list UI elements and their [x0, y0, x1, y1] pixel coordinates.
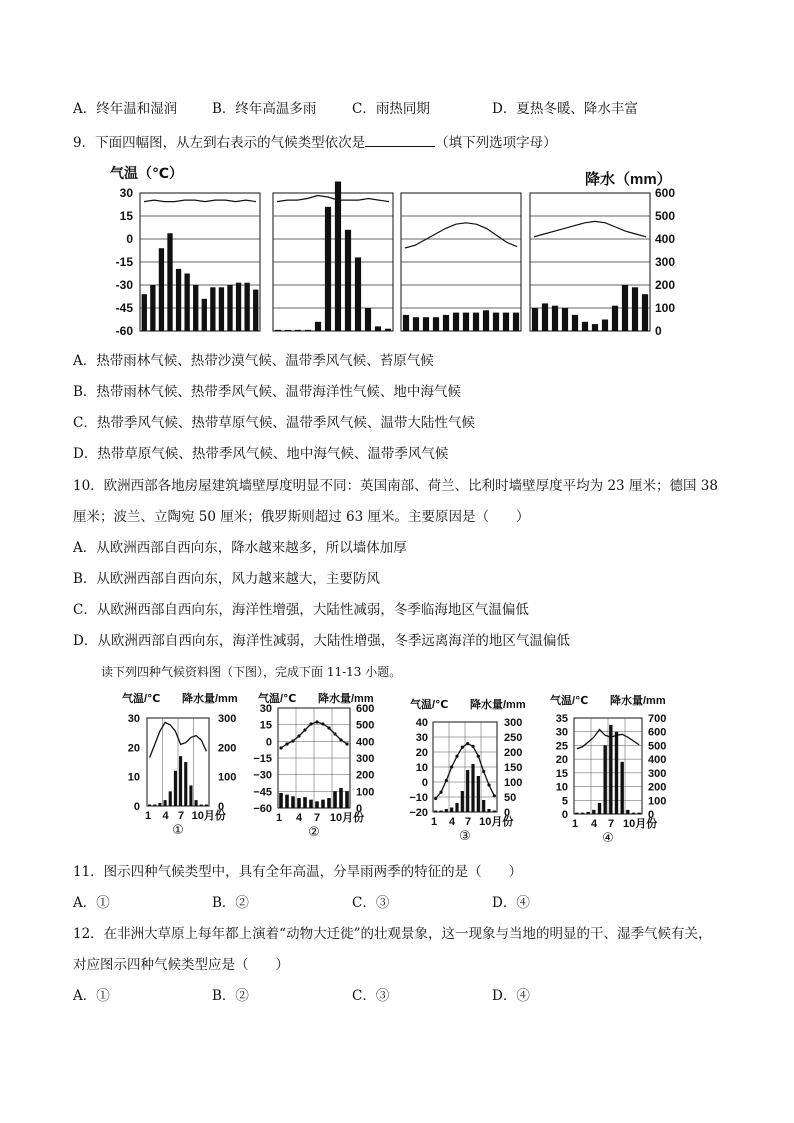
fig2-temp-label: 气温/℃: [410, 699, 449, 711]
fig1-precip-bar: [375, 326, 381, 331]
fig2-precip-tick: 0: [648, 809, 655, 821]
fig2-temp-tick: 5: [561, 795, 568, 808]
fig1-precip-tick: 400: [655, 232, 676, 246]
fig1-precip-bar: [159, 248, 164, 331]
fig2-precip-bar: [179, 756, 182, 806]
fig2-precip-bar: [455, 803, 458, 812]
fig2-precip-bar: [493, 811, 496, 813]
fig1-precip-bar: [167, 233, 172, 331]
fig1-precip-bar: [443, 315, 449, 331]
fig1-precip-bar: [493, 313, 499, 331]
fig2-precip-bar: [586, 812, 589, 814]
fig2-temp-tick: 0: [265, 736, 272, 749]
fig1-precip-bar: [403, 315, 409, 331]
fig1-precip-bar: [365, 308, 371, 331]
fig1-precip-bar: [562, 308, 568, 331]
fig2-temp-label: 气温/℃: [122, 693, 161, 705]
fig2-precip-tick: 400: [648, 754, 667, 767]
fig2-temp-tick: −15: [253, 753, 272, 765]
q9-option-a: A．热带雨林气候、热带沙漠气候、温带季风气候、苔原气候: [73, 353, 434, 369]
fig2-precip-tick: 250: [504, 732, 523, 744]
fig1-precip-tick: 0: [655, 324, 662, 338]
fig1-precip-bar: [582, 322, 588, 331]
fig2-precip-tick: 300: [648, 767, 667, 780]
fig2-temp-label: 气温/℃: [550, 695, 589, 707]
fig1-temp-curve: [144, 200, 256, 202]
fig2-precip-bar: [487, 809, 490, 812]
fig1-precip-bar: [236, 283, 241, 331]
fig1-precip-bar: [176, 269, 181, 331]
q10-stem-line2: 厘米；波兰、立陶宛 50 厘米；俄罗斯则超过 63 厘米。主要原因是（ ）: [73, 509, 530, 525]
q9-stem: [73, 132, 557, 153]
fig1-temp-tick: -30: [115, 278, 133, 292]
fig2-month-tick: 7: [608, 818, 615, 830]
fig2-precip-bar: [471, 764, 474, 812]
fig2-month-tick: 1: [145, 810, 152, 822]
q10-stem-line1: 10．欧洲西部各地房屋建筑墙壁厚度明显不同：英国南部、荷兰、比利时墙壁厚度平均为 23 厘米；德国 38: [73, 478, 718, 494]
q9-option-d: D．热带草原气候、热带季风气候、地中海气候、温带季风气候: [73, 446, 449, 462]
fig2-precip-bar: [598, 803, 601, 814]
fig1-precip-bar: [202, 299, 207, 331]
fig2-month-tick: 4: [591, 818, 598, 830]
fig1-precip-bar: [253, 290, 258, 331]
fig2-temp-label: 气温/℃: [258, 693, 297, 705]
fig2-precip-bar: [200, 805, 203, 806]
fig2-precip-bar: [321, 800, 325, 808]
fig1-precip-bar: [622, 285, 628, 331]
fig2-precip-bar: [603, 745, 606, 814]
fig2-precip-tick: 100: [648, 795, 667, 808]
fig2-month-tick: 7: [465, 816, 472, 828]
fig2-temp-tick: 30: [555, 726, 568, 739]
fig2-precip-bar: [620, 762, 623, 814]
fig2-precip-bar: [626, 810, 629, 814]
fig1-precip-title: 降水（mm）: [585, 171, 672, 188]
fig2-precip-bar: [297, 798, 301, 808]
fig1-precip-bar: [612, 306, 618, 331]
fig2-precip-bar: [303, 797, 307, 808]
fig2-temp-tick: 30: [127, 713, 140, 725]
climate-figure-1: [100, 158, 700, 338]
fig2-precip-bar: [339, 788, 343, 808]
fig1-precip-bar: [385, 329, 391, 331]
fig1-precip-bar: [210, 287, 215, 331]
fig2-precip-tick: 50: [504, 792, 517, 804]
fig1-precip-bar: [503, 313, 509, 331]
q12-option-b: B．②: [212, 988, 249, 1004]
fig2-panel: [409, 697, 526, 843]
fig2-precip-bar: [439, 811, 442, 813]
fig2-month-tick: 10月份: [191, 810, 226, 822]
fig2-temp-tick: 40: [415, 717, 428, 729]
q12-option-c: C．③: [352, 988, 390, 1004]
fig2-panel: [253, 691, 374, 839]
fig1-temp-tick: 30: [119, 186, 133, 200]
fig2-precip-bar: [169, 791, 172, 806]
fig2-precip-tick: 600: [356, 703, 375, 715]
fig2-precip-bar: [205, 805, 208, 806]
q9-stem-text: 9．下面四幅图，从左到右表示的气候类型依次是: [73, 135, 366, 151]
fig1-temp-tick: 0: [126, 232, 133, 246]
q11-stem: 11．图示四种气候类型中，具有全年高温，分旱雨两季的特征的是（ ）: [73, 864, 523, 880]
fig1-precip-bar: [275, 330, 281, 331]
fig2-precip-bar: [461, 791, 464, 812]
q8-option-a: A．终年温和湿润: [73, 101, 178, 117]
fig2-precip-bar: [174, 771, 177, 806]
fig1-precip-bar: [184, 274, 189, 332]
fig2-precip-tick: 200: [218, 742, 237, 755]
fig2-precip-label: 降水量/mm: [318, 693, 374, 705]
fig2-precip-tick: 300: [504, 717, 523, 729]
fig1-temp-tick: -60: [115, 324, 133, 338]
fig2-precip-bar: [184, 762, 187, 806]
fig2-precip-bar: [195, 800, 198, 806]
fig1-precip-bar: [305, 330, 311, 331]
fig2-precip-tick: 300: [218, 713, 237, 725]
q9-option-b: B．热带雨林气候、热带季风气候、温带海洋性气候、地中海气候: [73, 384, 461, 400]
fig2-precip-bar: [164, 800, 167, 806]
fig1-precip-tick: 500: [655, 209, 676, 223]
fig1-precip-bar: [453, 313, 459, 331]
q11-option-a: A．①: [73, 895, 110, 911]
fig1-precip-bar: [592, 324, 598, 331]
fig2-temp-tick: 35: [555, 713, 568, 725]
fig2-precip-bar: [637, 813, 640, 814]
fig2-precip-bar: [609, 725, 612, 814]
q8-option-b: B．终年高温多雨: [212, 101, 317, 117]
fig2-precip-tick: 100: [218, 771, 237, 784]
fig1-precip-bar: [542, 303, 548, 331]
fig2-precip-tick: 200: [648, 781, 667, 794]
fig2-month-tick: 10月份: [622, 818, 658, 830]
fig2-temp-tick: 20: [415, 747, 428, 759]
fig1-precip-bar: [295, 330, 301, 331]
fig1-panel: [530, 193, 650, 331]
fig2-precip-bar: [158, 803, 161, 806]
fig2-temp-tick: 30: [259, 703, 272, 715]
fig2-temp-tick: 30: [415, 732, 428, 744]
fig2-month-tick: 4: [296, 812, 303, 824]
q11-option-b: B．②: [212, 895, 249, 911]
fig1-temp-tick: -15: [115, 255, 133, 269]
fig2-panel-number: ①: [172, 822, 184, 837]
fig1-panel: [140, 193, 260, 331]
fig2-precip-bar: [434, 811, 437, 813]
fig2-temp-tick: 25: [555, 740, 568, 753]
fig1-temp-curve: [405, 223, 517, 248]
fig2-temp-tick: 10: [127, 771, 140, 784]
fig2-panel: [550, 693, 666, 845]
fig1-temp-axis: [116, 186, 134, 338]
fig2-temp-tick: −60: [253, 803, 272, 815]
fig2-precip-tick: 300: [356, 753, 375, 765]
fig2-precip-bar: [632, 813, 635, 814]
fig2-temp-tick: 0: [561, 809, 568, 821]
fig2-month-tick: 10月份: [479, 816, 514, 828]
q9-stem-suffix: （填下列选项字母）: [435, 135, 557, 151]
fig1-precip-bar: [483, 310, 489, 331]
fig2-precip-bar: [279, 793, 283, 808]
fig1-panel: [273, 182, 393, 332]
fig1-precip-bar: [473, 313, 479, 331]
fig2-month-tick: 1: [431, 816, 438, 828]
q10-option-b: B．从欧洲西部自西向东，风力越来越大，主要防风: [73, 571, 380, 587]
fig2-precip-bar: [592, 810, 595, 814]
fig2-temp-tick: −10: [409, 792, 428, 804]
fig1-precip-bar: [142, 294, 147, 331]
fig2-temp-tick: 20: [555, 754, 568, 767]
fig1-precip-bar: [552, 306, 558, 331]
fig2-precip-tick: 0: [218, 801, 225, 813]
fig2-precip-tick: 200: [504, 747, 523, 759]
fig2-precip-bar: [153, 805, 156, 806]
fig2-temp-tick: 0: [133, 801, 140, 813]
fig2-precip-tick: 100: [356, 786, 375, 799]
fig2-month-tick: 4: [162, 810, 169, 822]
fig2-precip-tick: 500: [648, 740, 667, 753]
fig2-temp-tick: −45: [253, 786, 272, 799]
fig2-precip-bar: [477, 776, 480, 812]
fig2-precip-tick: 700: [648, 713, 667, 725]
fig2-precip-tick: 400: [356, 736, 375, 749]
q12-stem-line1: 12．在非洲大草原上每年都上演着“动物大迁徙”的壮观景象，这一现象与当地的明显的干、湿季气候有关，: [73, 926, 712, 942]
fig2-precip-bar: [189, 785, 192, 806]
fig2-precip-tick: 150: [504, 762, 523, 774]
fig2-temp-tick: −30: [253, 769, 272, 782]
fig2-precip-bar: [327, 798, 331, 808]
fig2-precip-tick: 500: [356, 719, 375, 732]
fig2-precip-bar: [450, 808, 453, 813]
fig1-precip-bar: [150, 285, 155, 331]
fig2-month-tick: 4: [449, 816, 456, 828]
fig1-precip-bar: [325, 207, 331, 331]
fig1-precip-tick: 100: [655, 301, 676, 315]
q8-option-c: C．雨热同期: [352, 101, 430, 117]
fig2-precip-bar: [291, 796, 295, 808]
fig2-temp-tick: 10: [555, 781, 568, 794]
climate-figure-2: [100, 686, 700, 848]
fig2-precip-bar: [333, 791, 337, 808]
q8-option-d: D．夏热冬暖、降水丰富: [492, 101, 638, 117]
fig2-temp-tick: 15: [259, 719, 272, 732]
fig1-precip-bar: [315, 322, 321, 331]
fig1-precip-bar: [335, 182, 341, 332]
fig1-precip-bar: [413, 317, 419, 331]
fig2-precip-tick: 200: [356, 769, 375, 782]
fig2-precip-bar: [575, 813, 578, 814]
fig1-precip-bar: [513, 313, 519, 331]
fig2-temp-tick: 15: [555, 767, 568, 780]
fig2-precip-bar: [581, 813, 584, 814]
fig1-precip-bar: [532, 308, 538, 331]
fig2-precip-label: 降水量/mm: [470, 699, 526, 711]
fig2-precip-bar: [466, 770, 469, 812]
q11-option-d: D．④: [492, 895, 530, 911]
fig2-panel-number: ④: [602, 830, 614, 845]
q9-option-c: C．热带季风气候、热带草原气候、温带季风气候、温带大陆性气候: [73, 415, 475, 431]
fig1-precip-bar: [193, 285, 198, 331]
q12-option-a: A．①: [73, 988, 110, 1004]
fig2-precip-bar: [482, 800, 485, 812]
q10-option-a: A．从欧洲西部自西向东，降水越来越多，所以墙体加厚: [73, 540, 407, 556]
fig2-month-tick: 1: [572, 818, 579, 830]
fig1-precip-bar: [219, 287, 224, 331]
fig2-precip-bar: [315, 801, 319, 808]
fig1-precip-tick: 600: [655, 186, 676, 200]
fig2-panels: [122, 691, 666, 845]
fig1-temp-tick: 15: [119, 209, 133, 223]
fig2-precip-bar: [615, 732, 618, 814]
fig2-precip-bar: [285, 795, 289, 808]
q9-answer-blank[interactable]: [365, 132, 435, 147]
fig2-precip-bar: [345, 791, 349, 808]
fig2-month-tick: 7: [178, 810, 185, 822]
fig1-precip-bar: [355, 257, 361, 331]
fig1-precip-bar: [632, 287, 638, 331]
fig1-precip-bar: [572, 315, 578, 331]
fig2-precip-tick: 100: [504, 777, 523, 789]
fig2-precip-bar: [445, 809, 448, 812]
fig2-intro: 读下列四种气候资料图（下图），完成下面 11-13 小题。: [101, 665, 402, 679]
q10-option-d: D．从欧洲西部自西向东，海洋性减弱，大陆性增强，冬季远离海洋的地区气温偏低: [73, 633, 570, 649]
fig1-panels: [140, 182, 650, 332]
fig2-temp-tick: 0: [421, 777, 428, 789]
fig1-precip-bar: [244, 283, 249, 331]
fig1-precip-bar: [463, 313, 469, 331]
fig2-month-tick: 10月份: [329, 812, 365, 824]
fig1-temp-curve: [277, 196, 389, 202]
fig1-precip-axis: [655, 186, 675, 338]
fig2-temp-tick: 10: [415, 762, 428, 774]
fig1-precip-bar: [642, 294, 648, 331]
fig1-temp-title: 气温（℃）: [110, 165, 183, 181]
q12-option-d: D．④: [492, 988, 530, 1004]
q10-option-c: C．从欧洲西部自西向东，海洋性增强，大陆性减弱，冬季临海地区气温偏低: [73, 602, 529, 618]
fig2-precip-bar: [148, 805, 151, 806]
fig2-temp-tick: −20: [409, 807, 428, 819]
fig2-precip-label: 降水量/mm: [610, 695, 666, 707]
fig1-temp-curve: [534, 221, 646, 236]
fig1-precip-tick: 300: [655, 255, 676, 269]
fig1-temp-tick: -45: [115, 301, 133, 315]
fig1-precip-bar: [602, 320, 608, 332]
fig2-month-tick: 1: [276, 812, 283, 824]
fig1-precip-bar: [285, 330, 291, 331]
fig1-panel: [401, 193, 521, 331]
fig2-precip-tick: 600: [648, 726, 667, 739]
fig1-precip-bar: [423, 317, 429, 331]
fig2-precip-label: 降水量/mm: [182, 693, 238, 705]
fig1-precip-bar: [433, 317, 439, 331]
fig2-temp-tick: 20: [127, 742, 140, 755]
fig2-precip-tick: 0: [356, 803, 363, 815]
fig2-precip-tick: 0: [504, 807, 511, 819]
fig2-month-tick: 7: [314, 812, 321, 824]
fig2-precip-bar: [309, 800, 313, 808]
fig2-panel-number: ②: [308, 824, 320, 839]
fig1-precip-tick: 200: [655, 278, 676, 292]
fig2-panel: [122, 691, 238, 837]
q11-option-c: C．③: [352, 895, 390, 911]
fig1-precip-bar: [227, 285, 232, 331]
fig1-precip-bar: [345, 230, 351, 331]
q12-stem-line2: 对应图示四种气候类型应是（ ）: [73, 957, 289, 973]
fig2-panel-number: ③: [459, 828, 471, 843]
